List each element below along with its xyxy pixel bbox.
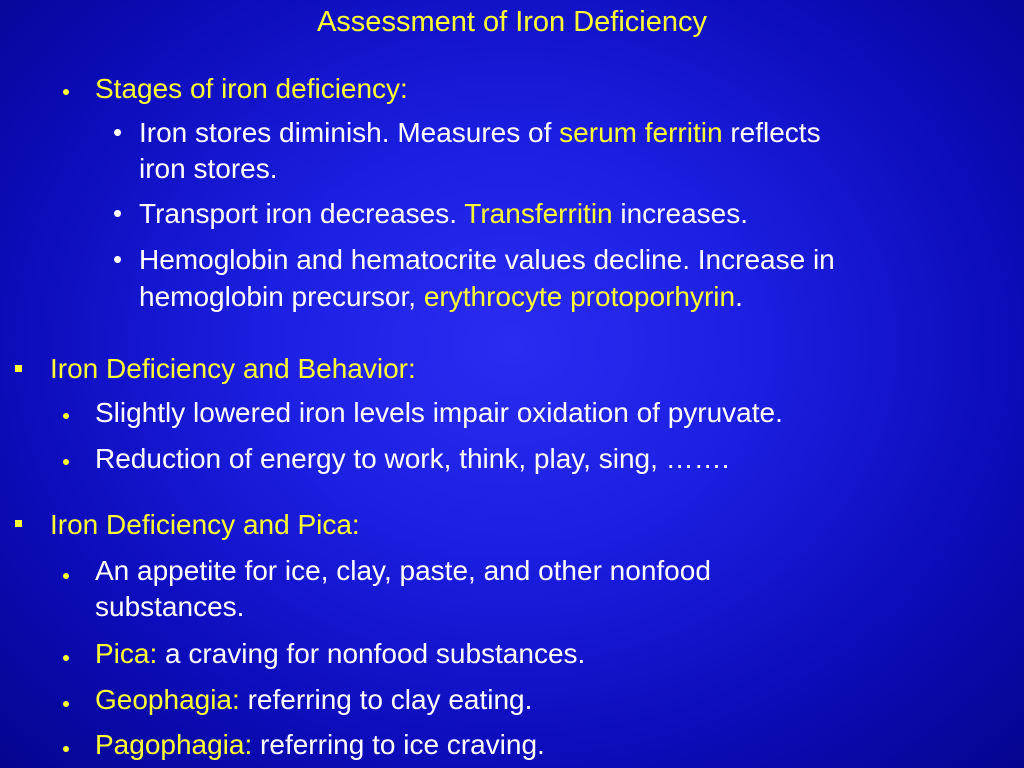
list-item-text: increases. [612,198,749,229]
list-item-continuation [139,279,743,314]
square-bullet-icon [15,365,22,372]
definition-text: referring to clay eating. [239,684,533,715]
round-bullet-icon [63,573,69,579]
definition-term: Pica: [95,638,158,669]
list-item-text: Iron stores diminish. Measures of [139,117,560,148]
definition-text: referring to ice craving. [252,729,545,760]
section-heading-stages: Stages of iron deficiency: [95,73,408,104]
round-bullet-icon [63,655,69,661]
definition-term: Geophagia: [95,684,240,715]
bullet-icon: • [113,244,123,274]
list-item [95,636,585,671]
round-bullet-icon [63,413,69,419]
list-item-text: hemoglobin precursor, [139,281,424,312]
definition-text: a craving for nonfood substances. [157,638,586,669]
list-item: An appetite for ice, clay, paste, and other nonfood [95,555,711,586]
definition-term: Pagophagia: [95,729,253,760]
round-bullet-icon [63,89,69,95]
square-bullet-icon [15,520,22,527]
list-item-text: reflects [722,117,821,148]
section-heading-behavior: Iron Deficiency and Behavior: [50,353,416,384]
slide-title: Assessment of Iron Deficiency [316,6,708,38]
highlight-term: erythrocyte protoporhyrin [423,281,736,312]
list-item: Reduction of energy to work, think, play, sing, ……. [95,443,730,474]
section-heading-pica: Iron Deficiency and Pica: [50,509,360,540]
list-item-text: . [735,281,743,312]
list-item [139,196,748,231]
list-item-continuation: iron stores. [139,153,278,184]
round-bullet-icon [63,701,69,707]
list-item [139,115,821,150]
list-item [95,727,545,762]
bullet-icon: • [113,198,123,228]
highlight-term: serum ferritin [559,117,723,148]
list-item [95,682,532,717]
round-bullet-icon [63,746,69,752]
list-item-text: Transport iron decreases. [139,198,465,229]
highlight-term: Transferritin [464,198,613,229]
list-item-continuation: substances. [95,591,245,622]
list-item: Slightly lowered iron levels impair oxidation of pyruvate. [95,397,783,428]
list-item: Hemoglobin and hematocrite values decline. Increase in [139,244,835,275]
bullet-icon: • [113,117,123,147]
round-bullet-icon [63,459,69,465]
